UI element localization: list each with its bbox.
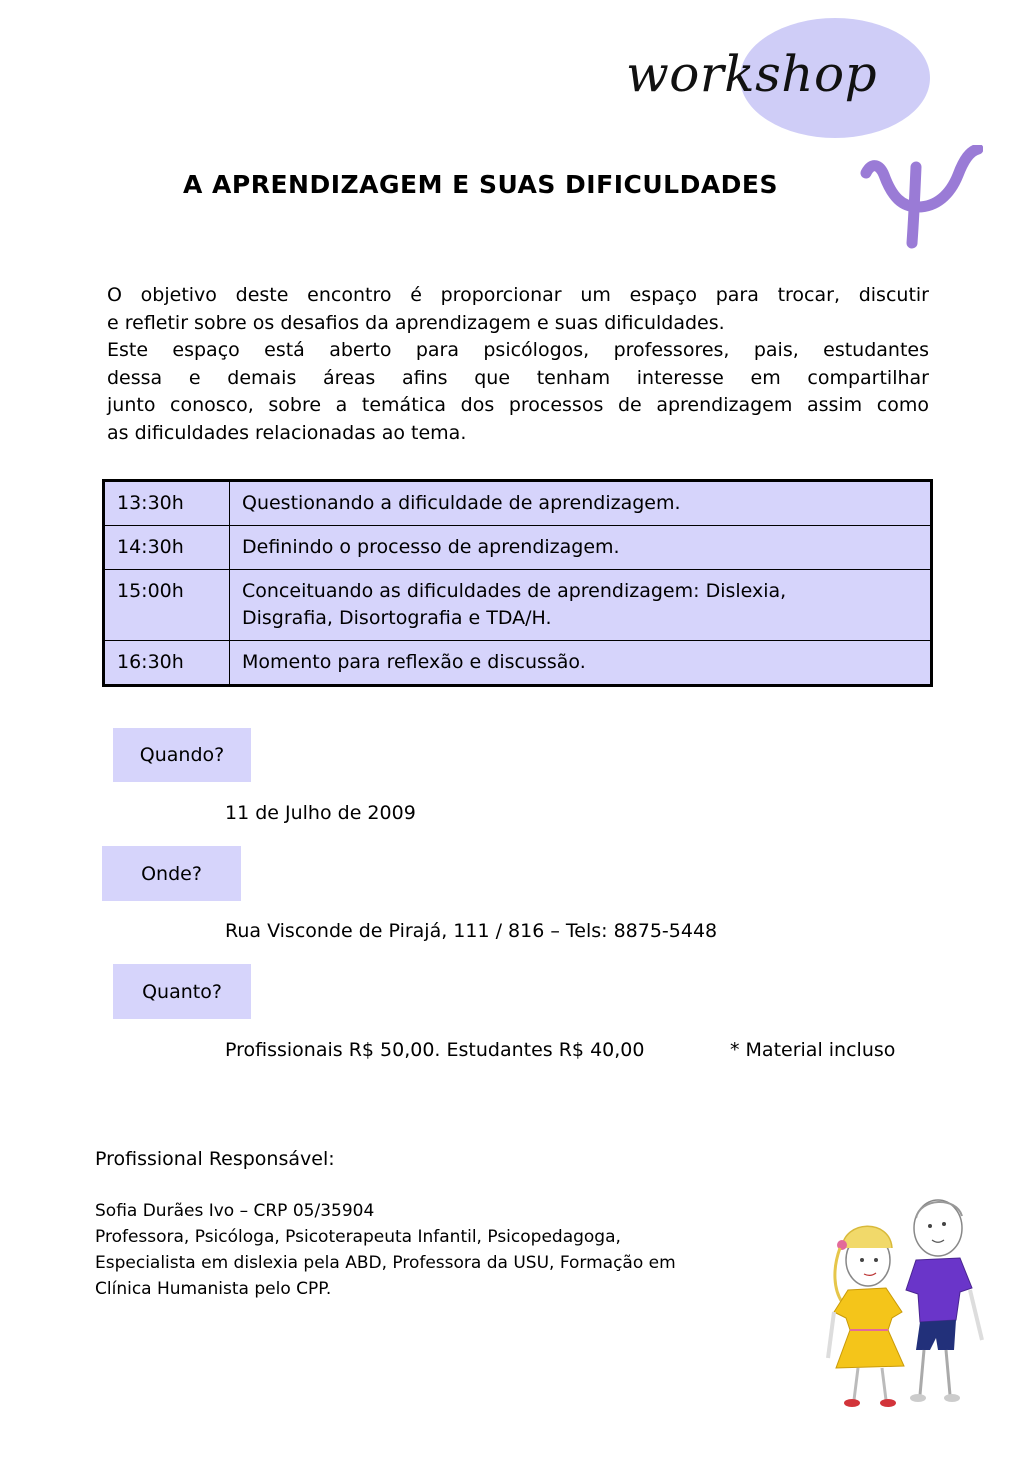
price-note: * Material incluso bbox=[730, 1039, 896, 1061]
price-label: Quanto? bbox=[142, 980, 222, 1003]
intro-line: dessa e demais áreas afins que tenham interesse em compartilhar bbox=[107, 366, 929, 389]
schedule-activity: Questionando a dificuldade de aprendizagem. bbox=[230, 481, 932, 526]
table-row bbox=[104, 641, 932, 686]
page-title: A APRENDIZAGEM E SUAS DIFICULDADES bbox=[183, 170, 779, 199]
children-illustration bbox=[820, 1190, 1010, 1420]
intro-line: e refletir sobre os desafios da aprendizagem e suas dificuldades. bbox=[107, 311, 725, 334]
table-row bbox=[104, 526, 932, 570]
when-label-box bbox=[113, 728, 251, 782]
price-value: Profissionais R$ 50,00. Estudantes R$ 40,00 bbox=[225, 1039, 645, 1061]
schedule-time: 13:30h bbox=[104, 481, 230, 526]
responsible-name: Sofia Durães Ivo – CRP 05/35904 bbox=[95, 1201, 375, 1221]
where-label-box bbox=[102, 846, 241, 901]
table-row bbox=[104, 481, 932, 526]
schedule-time: 15:00h bbox=[104, 570, 230, 641]
responsible-credentials: Professora, Psicóloga, Psicoterapeuta Infantil, Psicopedagoga, bbox=[95, 1227, 621, 1247]
table-row bbox=[104, 570, 932, 641]
when-value: 11 de Julho de 2009 bbox=[225, 802, 416, 824]
responsible-credentials: Clínica Humanista pelo CPP. bbox=[95, 1279, 332, 1299]
intro-line: as dificuldades relacionadas ao tema. bbox=[107, 421, 467, 444]
schedule-time: 16:30h bbox=[104, 641, 230, 686]
schedule-activity: Definindo o processo de aprendizagem. bbox=[230, 526, 932, 570]
where-value: Rua Visconde de Pirajá, 111 / 816 – Tels: 8875-5448 bbox=[225, 920, 718, 942]
schedule-table bbox=[102, 479, 933, 687]
responsible-credentials: Especialista em dislexia pela ABD, Professora da USU, Formação em bbox=[95, 1253, 676, 1273]
schedule-time: 14:30h bbox=[104, 526, 230, 570]
girl-figure bbox=[828, 1226, 904, 1407]
when-label: Quando? bbox=[139, 744, 225, 766]
intro-paragraph bbox=[107, 282, 929, 447]
intro-line: junto conosco, sobre a temática dos processos de aprendizagem assim como bbox=[107, 394, 929, 416]
responsible-block bbox=[95, 1198, 676, 1302]
schedule-activity-multiline bbox=[230, 570, 932, 641]
schedule-activity: Momento para reflexão e discussão. bbox=[230, 641, 932, 686]
responsible-heading: Profissional Responsável: bbox=[95, 1148, 335, 1170]
schedule-activity-continued: Disgrafia, Disortografia e TDA/H. bbox=[242, 607, 552, 629]
where-label: Onde? bbox=[141, 862, 202, 885]
intro-line: O objetivo deste encontro é proporcionar um espaço para trocar, discutir bbox=[107, 284, 929, 306]
workshop-badge: workshop bbox=[626, 45, 878, 103]
schedule-activity: Conceituando as dificuldades de aprendizagem: Dislexia, bbox=[242, 580, 787, 602]
intro-line: Este espaço está aberto para psicólogos, professores, pais, estudantes bbox=[107, 339, 929, 361]
boy-figure bbox=[906, 1200, 982, 1402]
price-label-box bbox=[113, 964, 251, 1019]
psi-symbol-icon bbox=[858, 145, 983, 250]
